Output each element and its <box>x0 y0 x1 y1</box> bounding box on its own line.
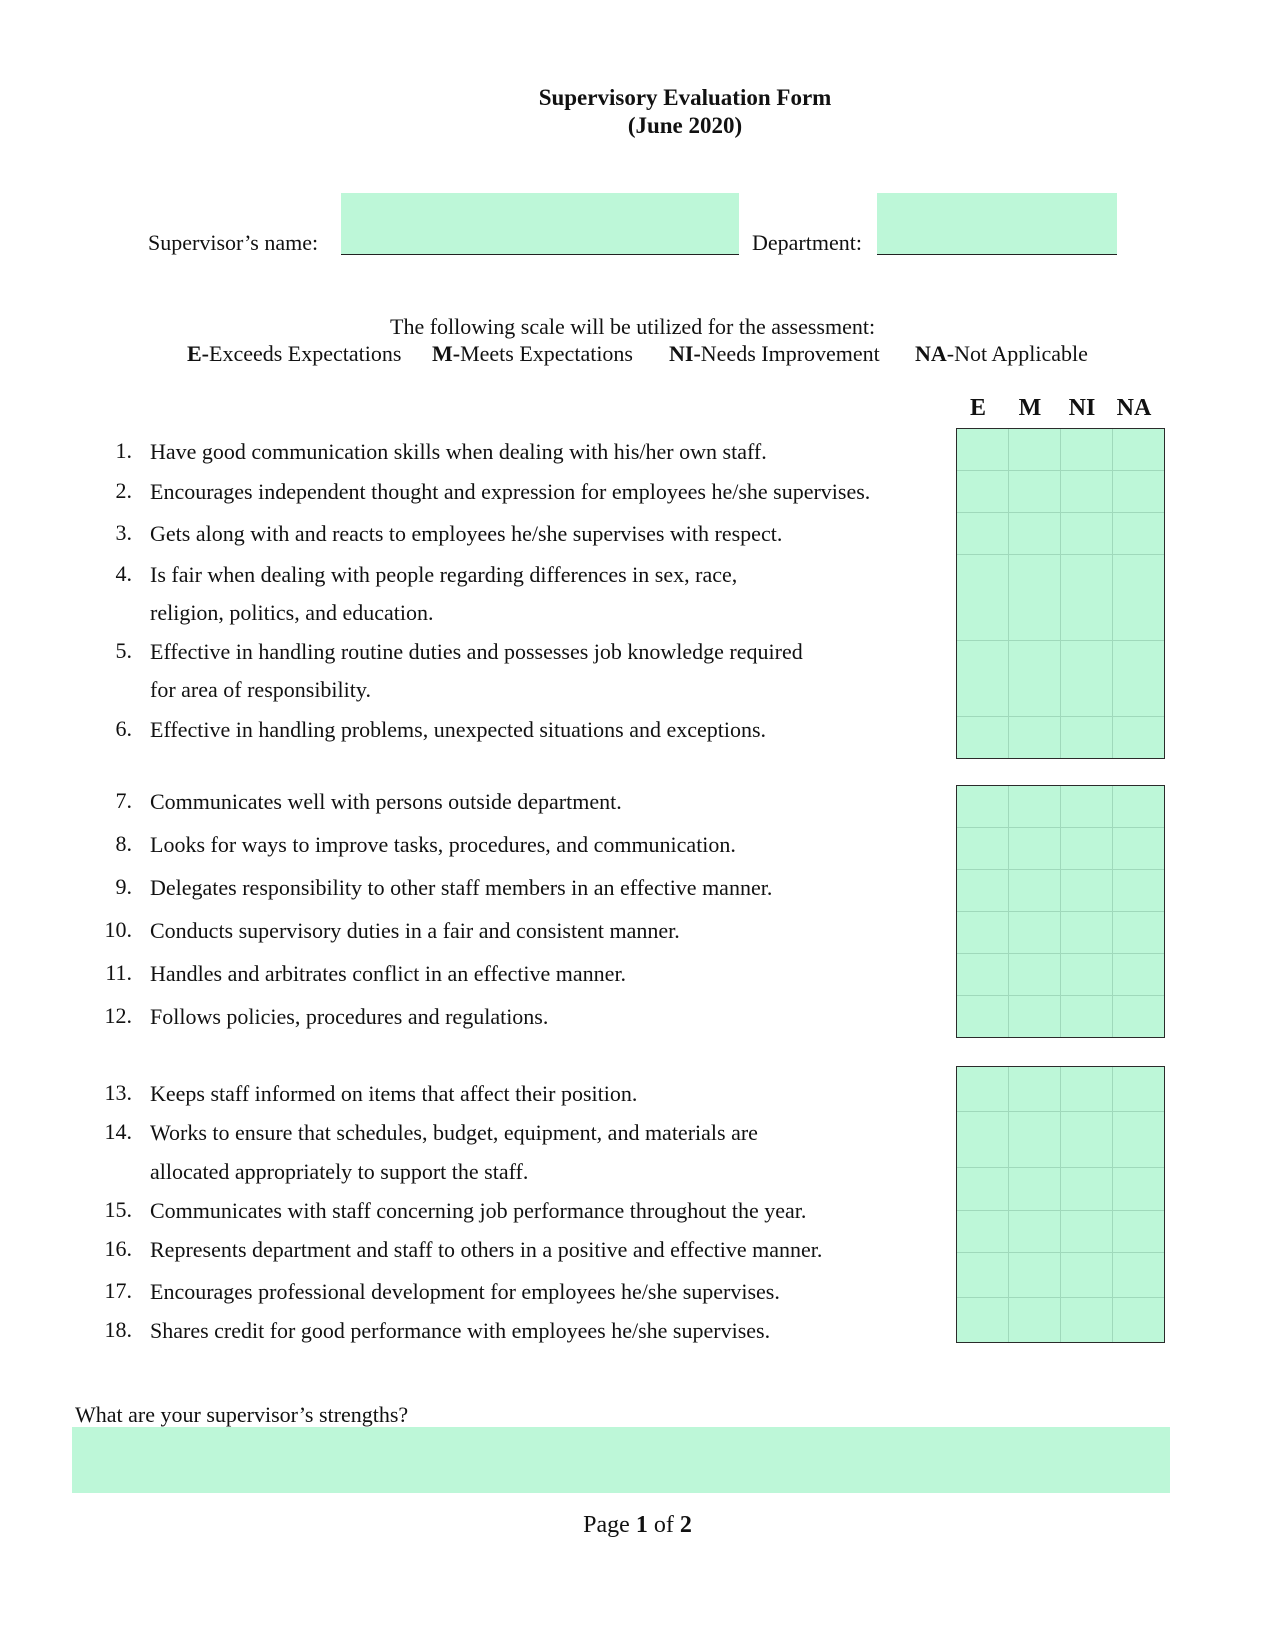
rating-cell-q2-e[interactable] <box>956 470 1009 513</box>
rating-cell-q18-na[interactable] <box>1112 1297 1165 1343</box>
scale-legend-ni <box>669 341 880 367</box>
question-number: 1. <box>115 438 132 463</box>
supervisor-name-field[interactable] <box>341 193 739 255</box>
rating-cell-q15-m[interactable] <box>1008 1167 1061 1211</box>
rating-cell-q15-e[interactable] <box>956 1167 1009 1211</box>
scale-legend-na <box>915 341 1088 367</box>
department-label: Department: <box>752 230 862 255</box>
rating-cell-q18-e[interactable] <box>956 1297 1009 1343</box>
scale-desc: Needs Improvement <box>700 341 880 366</box>
rating-cell-q17-m[interactable] <box>1008 1252 1061 1298</box>
department-field[interactable] <box>877 193 1117 255</box>
column-header-ni: NI <box>1068 395 1096 421</box>
scale-legend-e <box>187 341 401 367</box>
scale-code: NI- <box>669 341 701 366</box>
rating-cell-q5-na[interactable] <box>1112 640 1165 717</box>
strengths-label: What are your supervisor’s strengths? <box>75 1402 409 1427</box>
rating-cell-q17-e[interactable] <box>956 1252 1009 1298</box>
question-number: 9. <box>115 874 132 899</box>
rating-cell-q4-e[interactable] <box>956 554 1009 641</box>
rating-cell-q1-e[interactable] <box>956 428 1009 471</box>
question-number: 13. <box>104 1080 132 1105</box>
question-text: Works to ensure that schedules, budget, equipment, and materials are <box>150 1120 758 1145</box>
rating-cell-q14-ni[interactable] <box>1060 1111 1113 1168</box>
rating-cell-q18-ni[interactable] <box>1060 1297 1113 1343</box>
question-number: 5. <box>115 638 132 663</box>
rating-cell-q9-ni[interactable] <box>1060 869 1113 912</box>
rating-cell-q5-ni[interactable] <box>1060 640 1113 717</box>
question-text: Encourages independent thought and expression for employees he/she supervises. <box>150 479 871 504</box>
question-text: Keeps staff informed on items that affect their position. <box>150 1081 638 1106</box>
rating-cell-q10-m[interactable] <box>1008 911 1061 954</box>
rating-cell-q17-na[interactable] <box>1112 1252 1165 1298</box>
question-text: Gets along with and reacts to employees he/she supervises with respect. <box>150 521 783 546</box>
question-text: Is fair when dealing with people regarding differences in sex, race, <box>150 562 738 587</box>
rating-cell-q4-na[interactable] <box>1112 554 1165 641</box>
rating-cell-q13-na[interactable] <box>1112 1066 1165 1112</box>
rating-cell-q11-na[interactable] <box>1112 953 1165 996</box>
rating-cell-q4-ni[interactable] <box>1060 554 1113 641</box>
rating-cell-q6-m[interactable] <box>1008 716 1061 759</box>
rating-cell-q11-e[interactable] <box>956 953 1009 996</box>
question-number: 16. <box>104 1236 132 1261</box>
rating-cell-q6-e[interactable] <box>956 716 1009 759</box>
rating-cell-q7-ni[interactable] <box>1060 785 1113 828</box>
rating-cell-q7-m[interactable] <box>1008 785 1061 828</box>
rating-cell-q1-ni[interactable] <box>1060 428 1113 471</box>
rating-cell-q18-m[interactable] <box>1008 1297 1061 1343</box>
rating-cell-q8-ni[interactable] <box>1060 827 1113 870</box>
question-text: Effective in handling problems, unexpected situations and exceptions. <box>150 717 767 742</box>
question-text: Conducts supervisory duties in a fair and consistent manner. <box>150 918 680 943</box>
column-header-e: E <box>969 395 986 421</box>
question-text: religion, politics, and education. <box>150 600 434 625</box>
rating-cell-q13-ni[interactable] <box>1060 1066 1113 1112</box>
supervisor-name-label: Supervisor’s name: <box>148 230 319 255</box>
question-text: Communicates well with persons outside department. <box>150 789 622 814</box>
scale-code: NA <box>915 341 947 366</box>
rating-cell-q8-na[interactable] <box>1112 827 1165 870</box>
form-date: (June 2020) <box>627 113 743 138</box>
question-text: for area of responsibility. <box>150 677 371 702</box>
rating-cell-q2-ni[interactable] <box>1060 470 1113 513</box>
rating-cell-q7-na[interactable] <box>1112 785 1165 828</box>
question-number: 14. <box>104 1119 132 1144</box>
rating-cell-q5-e[interactable] <box>956 640 1009 717</box>
rating-cell-q10-e[interactable] <box>956 911 1009 954</box>
question-number: 12. <box>104 1003 132 1028</box>
rating-cell-q2-m[interactable] <box>1008 470 1061 513</box>
rating-cell-q8-e[interactable] <box>956 827 1009 870</box>
rating-cell-q15-na[interactable] <box>1112 1167 1165 1211</box>
rating-cell-q3-ni[interactable] <box>1060 512 1113 555</box>
question-number: 7. <box>115 788 132 813</box>
rating-cell-q16-m[interactable] <box>1008 1210 1061 1253</box>
rating-cell-q13-e[interactable] <box>956 1066 1009 1112</box>
question-text: Encourages professional development for employees he/she supervises. <box>150 1279 780 1304</box>
rating-cell-q12-m[interactable] <box>1008 995 1061 1038</box>
strengths-field[interactable] <box>72 1427 1170 1493</box>
rating-cell-q4-m[interactable] <box>1008 554 1061 641</box>
rating-cell-q15-ni[interactable] <box>1060 1167 1113 1211</box>
column-header-na: NA <box>1116 395 1152 421</box>
question-number: 3. <box>115 520 132 545</box>
rating-cell-q16-na[interactable] <box>1112 1210 1165 1253</box>
scale-code: E- <box>187 341 209 366</box>
rating-cell-q3-e[interactable] <box>956 512 1009 555</box>
question-text: Have good communication skills when dealing with his/her own staff. <box>150 439 767 464</box>
scale-desc: -Not Applicable <box>946 341 1088 366</box>
page-number <box>0 1512 1275 1539</box>
rating-cell-q11-ni[interactable] <box>1060 953 1113 996</box>
form-title: Supervisory Evaluation Form <box>538 85 832 110</box>
rating-cell-q14-e[interactable] <box>956 1111 1009 1168</box>
question-number: 6. <box>115 716 132 741</box>
question-number: 11. <box>105 960 132 985</box>
question-number: 10. <box>104 917 132 942</box>
rating-cell-q16-e[interactable] <box>956 1210 1009 1253</box>
column-header-m: M <box>1018 395 1042 421</box>
rating-cell-q14-m[interactable] <box>1008 1111 1061 1168</box>
scale-legend-m <box>432 341 633 367</box>
rating-cell-q3-na[interactable] <box>1112 512 1165 555</box>
question-text: allocated appropriately to support the staff. <box>150 1159 529 1184</box>
rating-cell-q9-na[interactable] <box>1112 869 1165 912</box>
rating-cell-q8-m[interactable] <box>1008 827 1061 870</box>
rating-cell-q9-e[interactable] <box>956 869 1009 912</box>
rating-cell-q10-na[interactable] <box>1112 911 1165 954</box>
question-text: Communicates with staff concerning job performance throughout the year. <box>150 1198 807 1223</box>
rating-cell-q6-na[interactable] <box>1112 716 1165 759</box>
question-number: 8. <box>115 831 132 856</box>
question-text: Effective in handling routine duties and possesses job knowledge required <box>150 639 803 664</box>
scale-intro: The following scale will be utilized for the assessment: <box>390 314 876 339</box>
question-text: Shares credit for good performance with employees he/she supervises. <box>150 1318 771 1343</box>
rating-cell-q14-na[interactable] <box>1112 1111 1165 1168</box>
rating-cell-q7-e[interactable] <box>956 785 1009 828</box>
question-number: 2. <box>115 478 132 503</box>
scale-code: M- <box>432 341 461 366</box>
rating-cell-q9-m[interactable] <box>1008 869 1061 912</box>
rating-cell-q10-ni[interactable] <box>1060 911 1113 954</box>
question-text: Handles and arbitrates conflict in an effective manner. <box>150 961 627 986</box>
page-prefix: Page <box>583 1512 636 1538</box>
question-text: Represents department and staff to others in a positive and effective manner. <box>150 1237 823 1262</box>
rating-cell-q12-na[interactable] <box>1112 995 1165 1038</box>
rating-cell-q3-m[interactable] <box>1008 512 1061 555</box>
rating-cell-q6-ni[interactable] <box>1060 716 1113 759</box>
rating-cell-q5-m[interactable] <box>1008 640 1061 717</box>
page-of: of <box>647 1512 680 1538</box>
rating-cell-q2-na[interactable] <box>1112 470 1165 513</box>
question-number: 4. <box>115 561 132 586</box>
question-number: 15. <box>104 1197 132 1222</box>
rating-cell-q1-na[interactable] <box>1112 428 1165 471</box>
rating-cell-q13-m[interactable] <box>1008 1066 1061 1112</box>
rating-cell-q1-m[interactable] <box>1008 428 1061 471</box>
page-total: 2 <box>679 1512 692 1538</box>
question-number: 17. <box>104 1278 132 1303</box>
page-current: 1 <box>635 1512 648 1538</box>
rating-cell-q12-ni[interactable] <box>1060 995 1113 1038</box>
question-number: 18. <box>104 1317 132 1342</box>
rating-cell-q17-ni[interactable] <box>1060 1252 1113 1298</box>
question-text: Follows policies, procedures and regulations. <box>150 1004 549 1029</box>
rating-cell-q16-ni[interactable] <box>1060 1210 1113 1253</box>
question-text: Delegates responsibility to other staff members in an effective manner. <box>150 875 773 900</box>
question-text: Looks for ways to improve tasks, procedures, and communication. <box>150 832 736 857</box>
rating-cell-q11-m[interactable] <box>1008 953 1061 996</box>
scale-desc: Exceeds Expectations <box>209 341 402 366</box>
scale-desc: Meets Expectations <box>460 341 633 366</box>
rating-cell-q12-e[interactable] <box>956 995 1009 1038</box>
